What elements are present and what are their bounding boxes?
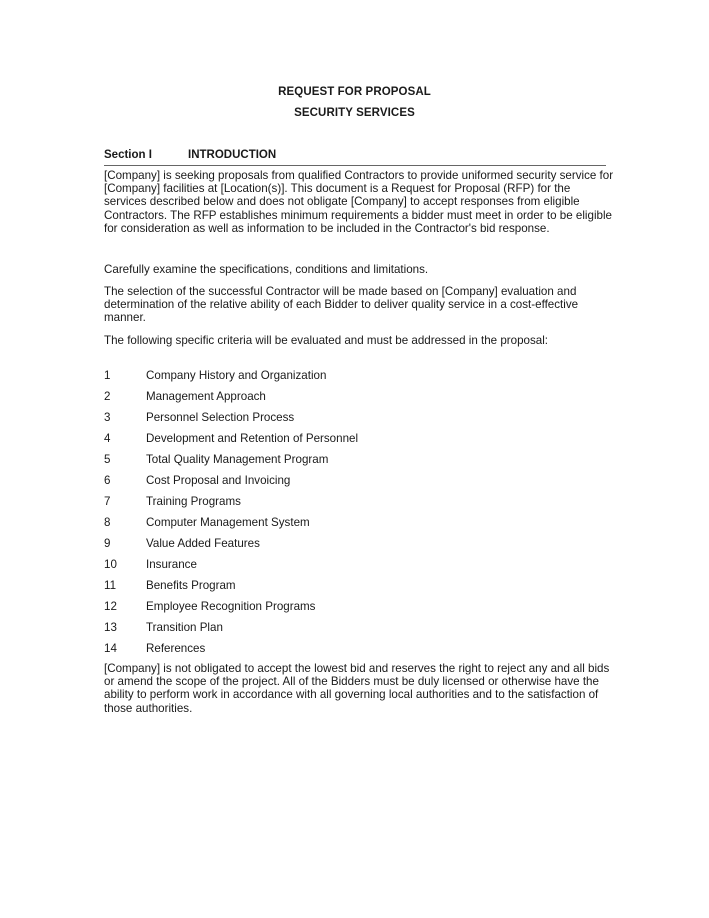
list-item-number: 12 <box>104 600 117 613</box>
list-item-text: Development and Retention of Personnel <box>146 432 359 445</box>
list-item <box>104 600 604 621</box>
document-subtitle: SECURITY SERVICES <box>294 107 415 119</box>
paragraph-criteria-intro: The following specific criteria will be evaluated and must be addressed in the proposal: <box>104 334 549 347</box>
list-item-number: 8 <box>104 516 111 529</box>
list-item <box>104 537 604 558</box>
list-item-text: Company History and Organization <box>146 369 327 382</box>
list-item-number: 9 <box>104 537 111 550</box>
list-item-text: Benefits Program <box>146 579 236 592</box>
list-item-number: 3 <box>104 411 111 424</box>
list-item <box>104 642 604 663</box>
list-item-number: 7 <box>104 495 111 508</box>
list-item-text: Value Added Features <box>146 537 260 550</box>
list-item <box>104 453 604 474</box>
list-item-text: Employee Recognition Programs <box>146 600 316 613</box>
document-title: REQUEST FOR PROPOSAL <box>278 86 431 98</box>
paragraph-intro: [Company] is seeking proposals from qualified Contractors to provide uniformed security service for [Company] facilities at [Location(s)]. This document is a Request for Proposal (RFP) for the services described below and does not obligate [Company] to accept responses from eligible Contractors. The RFP establishes minimum requirements a bidder must meet in order to be eligible for consideration as well as information to be included in the Contractor's bid response. <box>104 169 614 235</box>
list-item <box>104 390 604 411</box>
paragraph-examine: Carefully examine the specifications, conditions and limitations. <box>104 263 429 276</box>
list-item-number: 10 <box>104 558 117 571</box>
list-item-text: Personnel Selection Process <box>146 411 295 424</box>
list-item <box>104 432 604 453</box>
list-item <box>104 579 604 600</box>
list-item <box>104 411 604 432</box>
list-item-text: Cost Proposal and Invoicing <box>146 474 291 487</box>
list-item-number: 1 <box>104 369 111 382</box>
list-item <box>104 516 604 537</box>
list-item <box>104 474 604 495</box>
list-item-number: 11 <box>104 579 117 592</box>
list-item-text: Training Programs <box>146 495 241 508</box>
paragraph-closing: [Company] is not obligated to accept the lowest bid and reserves the right to reject any and all bids or amend the scope of the project. All of the Bidders must be duly licensed or otherwise have the ability to perform work in accordance with all governing local authorities and to the satisfaction of those authorities. <box>104 662 610 715</box>
list-item-text: Total Quality Management Program <box>146 453 329 466</box>
list-item-text: Computer Management System <box>146 516 310 529</box>
list-item-number: 13 <box>104 621 117 634</box>
section-title: INTRODUCTION <box>188 149 277 161</box>
list-item-text: Transition Plan <box>146 621 223 634</box>
criteria-list <box>104 369 604 663</box>
paragraph-selection: The selection of the successful Contractor will be made based on [Company] evaluation and determination of the relative ability of each Bidder to deliver quality service in a cost-effective manner. <box>104 285 579 325</box>
section-heading <box>104 149 606 166</box>
list-item <box>104 621 604 642</box>
list-item <box>104 558 604 579</box>
list-item-number: 2 <box>104 390 111 403</box>
list-item-text: Insurance <box>146 558 197 571</box>
list-item-number: 14 <box>104 642 117 655</box>
list-item-number: 5 <box>104 453 111 466</box>
list-item-text: Management Approach <box>146 390 266 403</box>
list-item <box>104 369 604 390</box>
list-item-text: References <box>146 642 206 655</box>
list-item <box>104 495 604 516</box>
list-item-number: 4 <box>104 432 111 445</box>
section-label: Section I <box>104 149 152 161</box>
list-item-number: 6 <box>104 474 111 487</box>
